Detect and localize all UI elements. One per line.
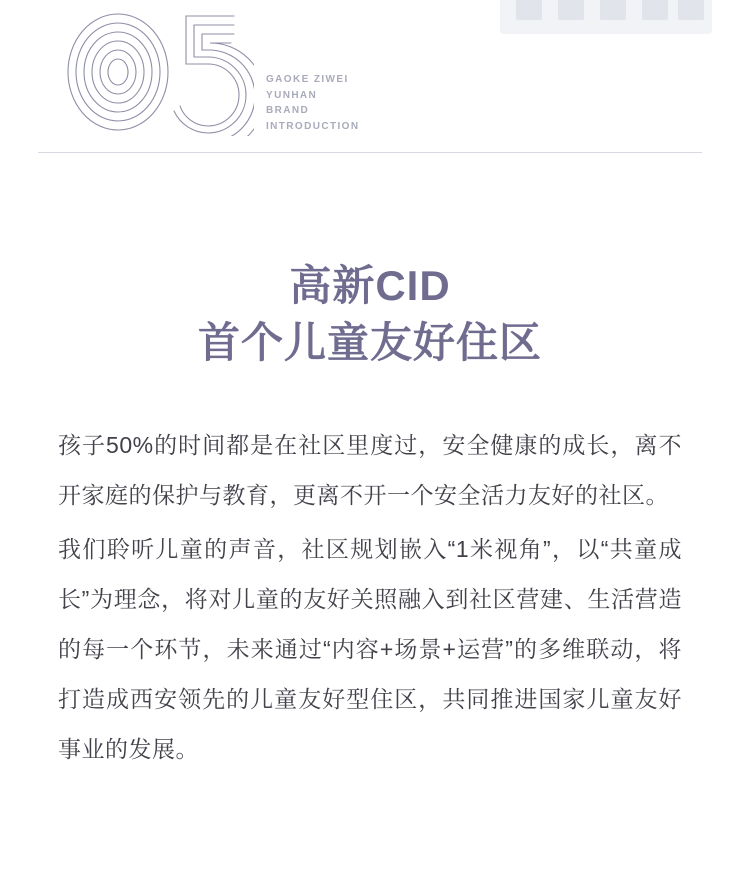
page-header (0, 0, 740, 160)
section-english-label (266, 72, 359, 134)
paragraph-1: 孩子50%的时间都是在社区里度过，安全健康的成长，离不开家庭的保护与教育，更离不开一个安全活力友好的社区。 (58, 432, 682, 508)
english-line-3: BRAND (266, 105, 310, 116)
body-copy (58, 420, 682, 778)
watermark-logo (500, 0, 712, 34)
header-divider (38, 152, 702, 153)
watermark-glyph-4 (642, 0, 668, 20)
watermark-glyph-5 (678, 0, 704, 20)
page-title-line-1: 高新CID (289, 262, 451, 309)
paragraph-2: 我们聆听儿童的声音，社区规划嵌入“1米视角”，以“共童成长”为理念，将对儿童的友好关照融入到社区营建、生活营造的每一个环节，未来通过“内容+场景+运营”的多维联动，将打造成西安领先的儿童友好型住区，共同推进国家儿童友好事业的发展。 (58, 536, 682, 762)
page-title-line-2: 首个儿童友好住区 (197, 319, 542, 366)
watermark-glyph-2 (558, 0, 584, 20)
english-line-2: YUNHAN (266, 89, 318, 101)
section-number-graphic (58, 8, 254, 136)
english-line-1: GAOKE ZIWEI (266, 74, 349, 85)
english-line-4: INTRODUCTION (266, 120, 360, 132)
page-title (0, 258, 740, 372)
watermark-glyph-3 (600, 0, 626, 20)
watermark-glyph-1 (516, 0, 542, 20)
